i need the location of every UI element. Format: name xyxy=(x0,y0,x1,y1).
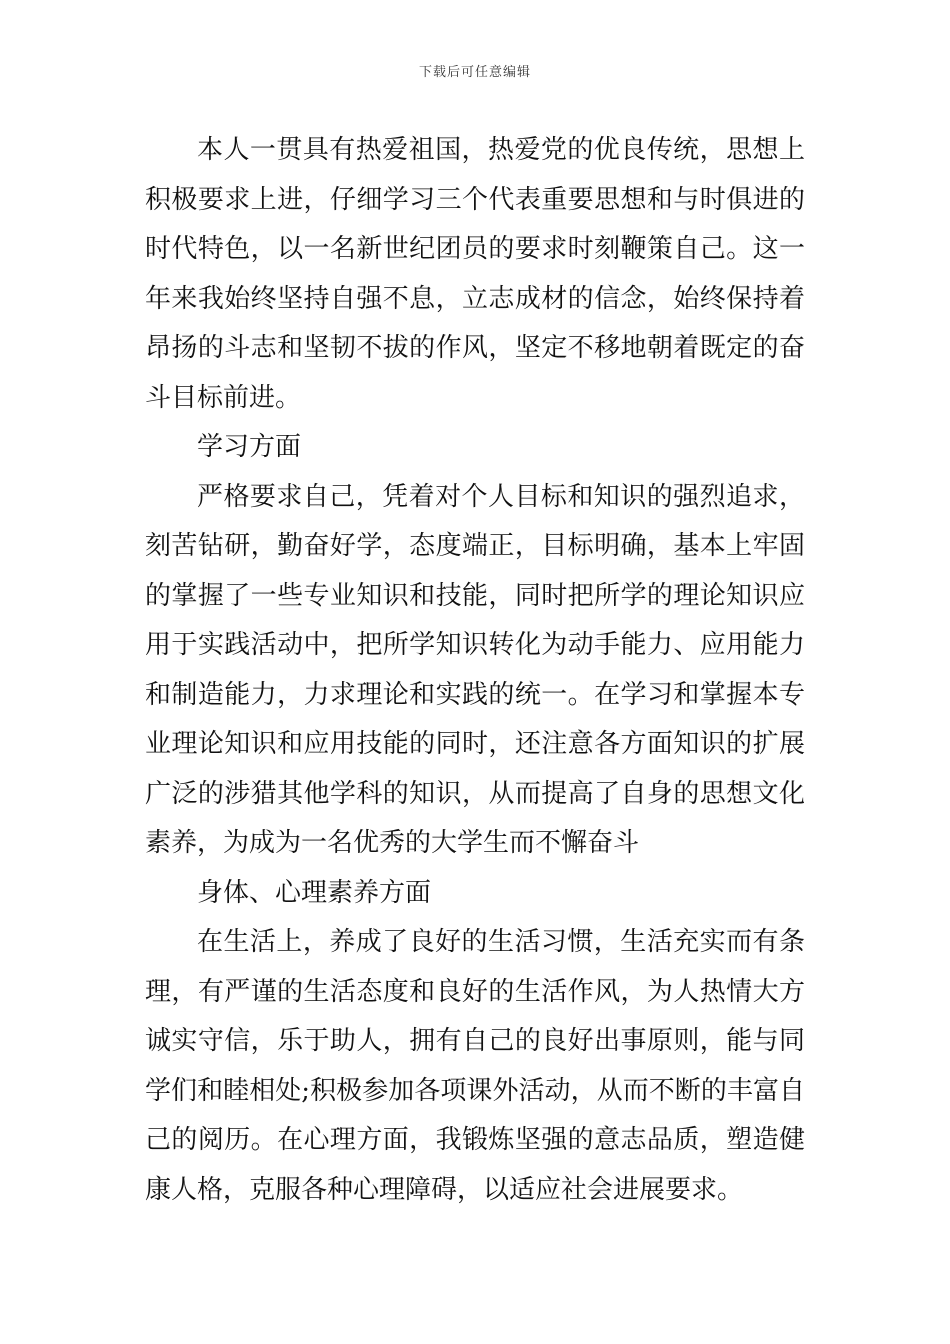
paragraph-study: 严格要求自己，凭着对个人目标和知识的强烈追求，刻苦钻研，勤奋好学，态度端正，目标明确，基本上牢固的掌握了一些专业知识和技能，同时把所学的理论知识应用于实践活动中，把所学知识转化为动手能力、应用能力和制造能力，力求理论和实践的统一。在学习和掌握本专业理论知识和应用技能的同时，还注意各方面知识的扩展广泛的涉猎其他学科的知识，从而提高了自身的思想文化素养，为成为一名优秀的大学生而不懈奋斗 xyxy=(145,481,805,858)
paragraph-intro: 本人一贯具有热爱祖国，热爱党的优良传统，思想上积极要求上进，仔细学习三个代表重要思想和与时俱进的时代特色，以一名新世纪团员的要求时刻鞭策自己。这一年来我始终坚持自强不息，立志成材的信念，始终保持着昂扬的斗志和坚韧不拔的作风，坚定不移地朝着既定的奋斗目标前进。 xyxy=(145,135,805,413)
header-note: 下载后可任意编辑 xyxy=(418,65,531,80)
paragraph-health: 在生活上，养成了良好的生活习惯，生活充实而有条理，有严谨的生活态度和良好的生活作风，为人热情大方诚实守信，乐于助人，拥有自己的良好出事原则，能与同学们和睦相处;积极参加各项课外活动，从而不断的丰富自己的阅历。在心理方面，我锻炼坚强的意志品质，塑造健康人格，克服各种心理障碍，以适应社会进展要求。 xyxy=(145,927,805,1205)
section-heading-study: 学习方面 xyxy=(197,432,302,462)
document-body xyxy=(145,126,805,1215)
section-heading-health: 身体、心理素养方面 xyxy=(197,877,432,908)
